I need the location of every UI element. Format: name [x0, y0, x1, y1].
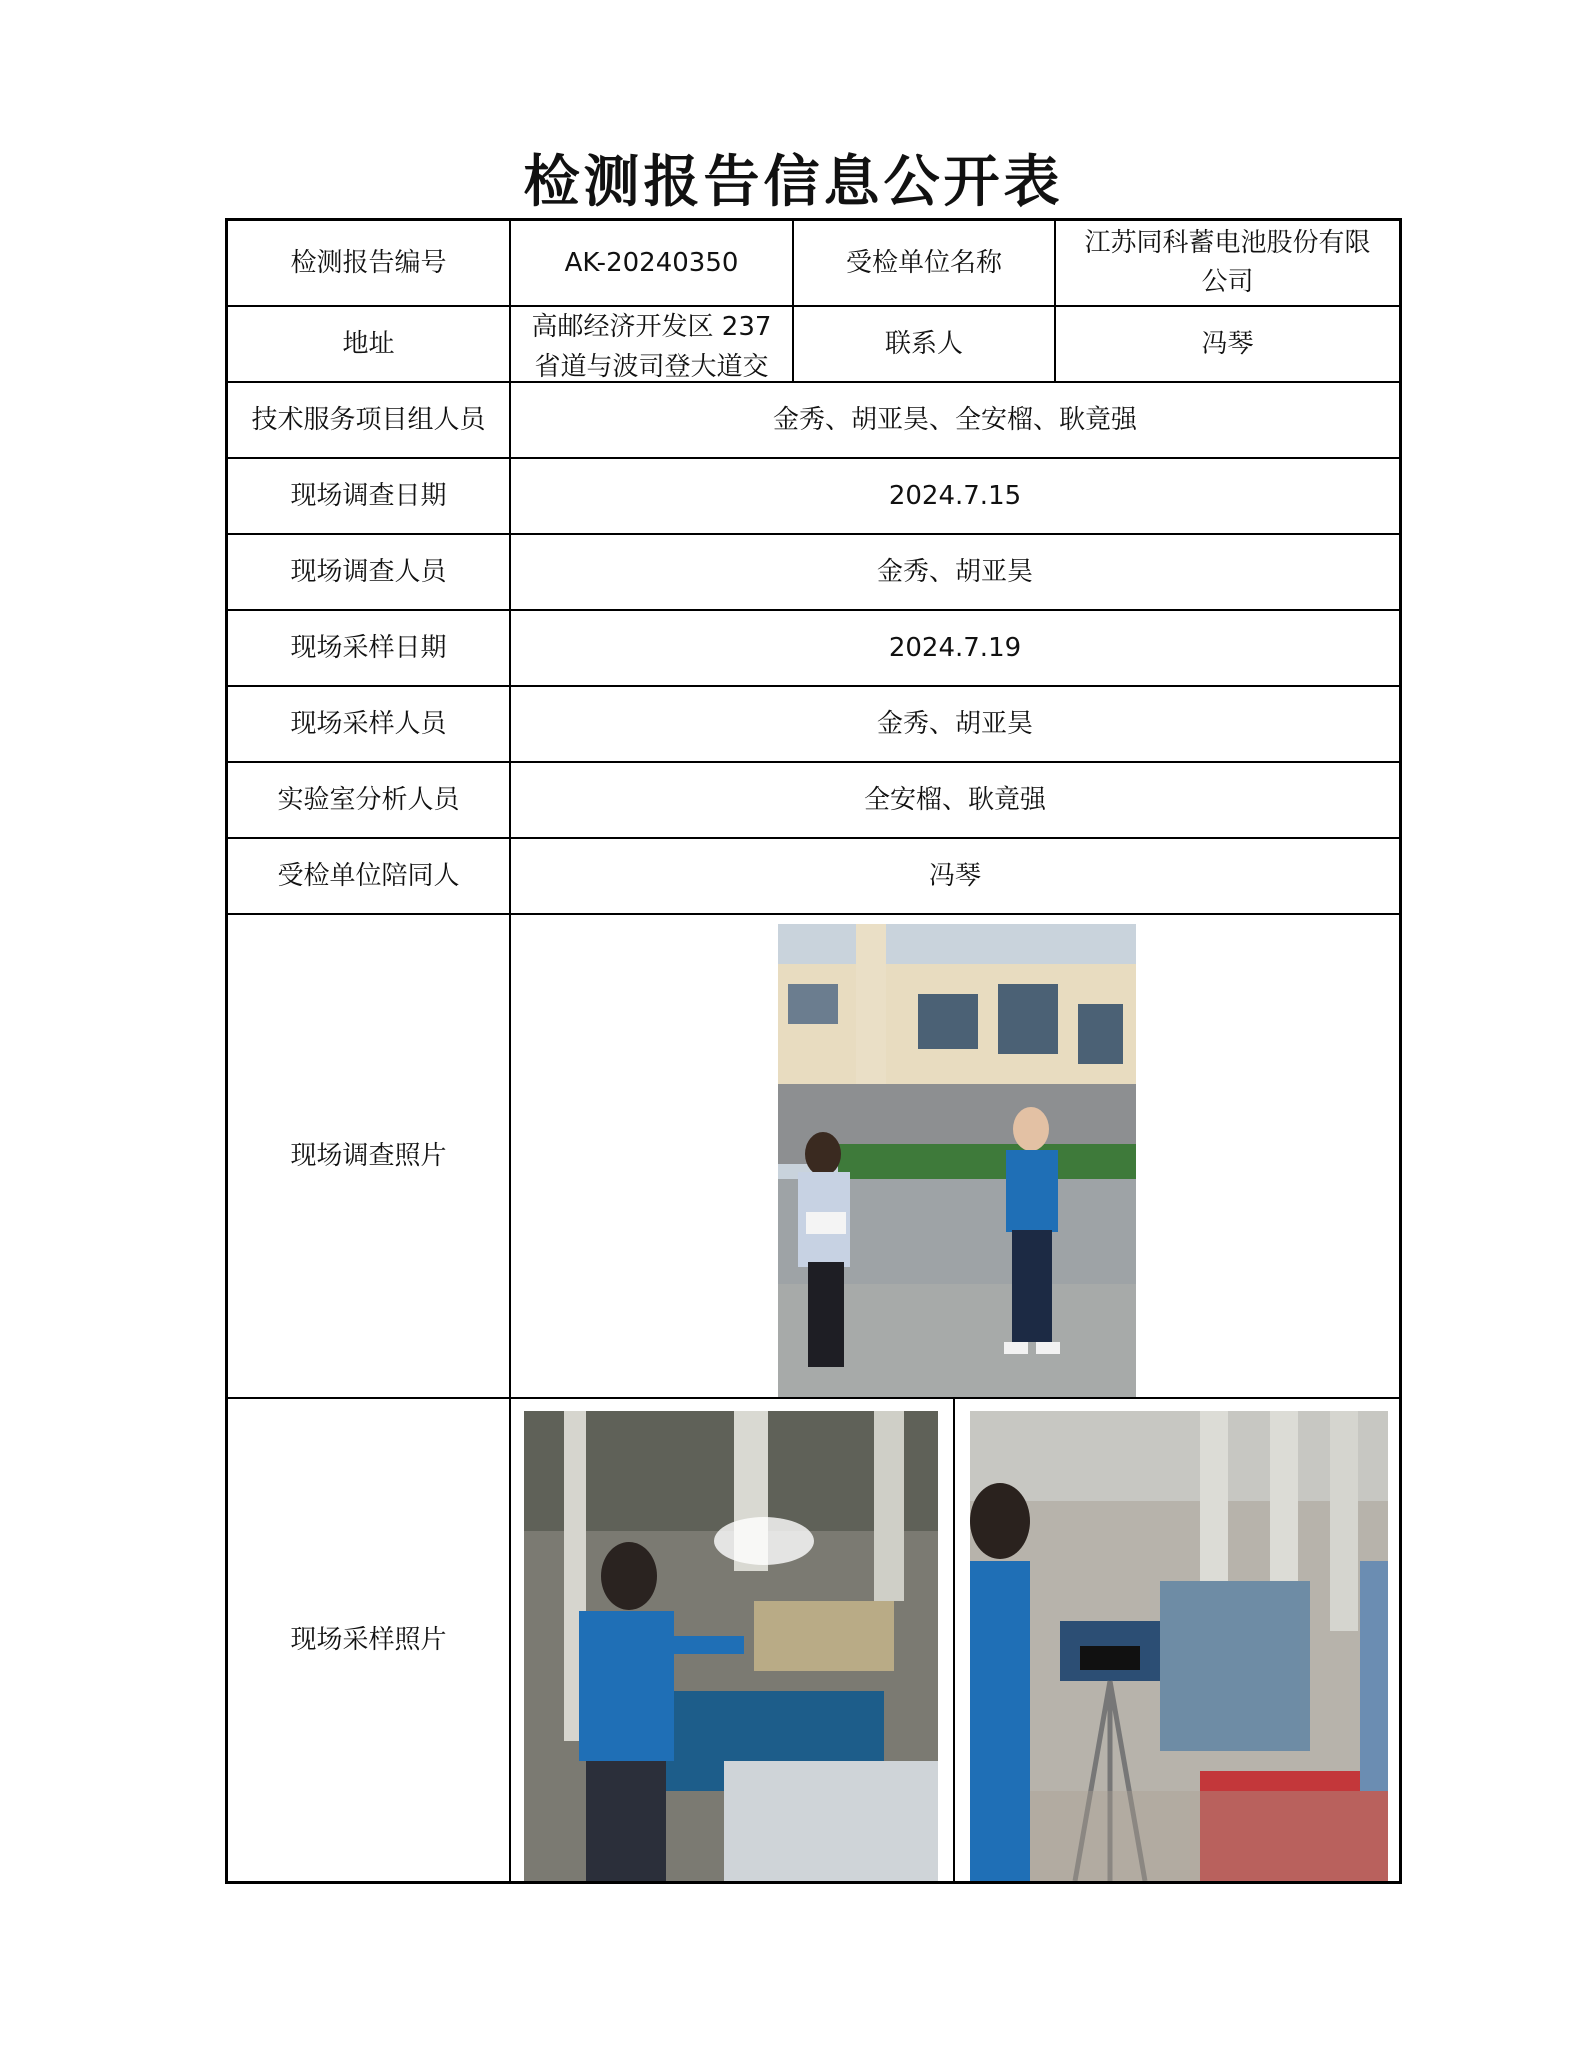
survey-date-value: 2024.7.15	[888, 480, 1022, 511]
team-value: 金秀、胡亚昊、全安榴、耿竟强	[772, 404, 1137, 435]
sampling-photo-right	[970, 1411, 1388, 1881]
info-table	[225, 218, 1402, 1884]
survey-staff-value: 金秀、胡亚昊	[876, 556, 1033, 587]
sampling-date-label: 现场采样日期	[290, 632, 447, 663]
escort-value: 冯琴	[928, 860, 981, 891]
escort-label: 受检单位陪同人	[277, 860, 460, 891]
report-no-label: 检测报告编号	[290, 247, 447, 278]
survey-photo-label: 现场调查照片	[290, 1140, 447, 1171]
lab-staff-value: 全安榴、耿竟强	[863, 784, 1046, 815]
address-value: 高邮经济开发区 237 省道与波司登大道交	[531, 312, 772, 381]
team-label: 技术服务项目组人员	[251, 404, 486, 435]
sampling-photo-label: 现场采样照片	[290, 1624, 447, 1655]
unit-name-label: 受检单位名称	[845, 247, 1002, 278]
sampling-photo-left	[524, 1411, 938, 1881]
survey-date-label: 现场调查日期	[290, 480, 447, 511]
survey-photo	[778, 924, 1136, 1397]
lab-staff-label: 实验室分析人员	[277, 784, 460, 815]
page-title: 检测报告信息公开表	[523, 149, 1064, 215]
unit-name-value: 江苏同科蓄电池股份有限公司	[1084, 228, 1371, 297]
sampling-staff-value: 金秀、胡亚昊	[876, 708, 1033, 739]
address-label: 地址	[342, 328, 395, 359]
report-no-value: AK-20240350	[564, 247, 739, 278]
sampling-staff-label: 现场采样人员	[290, 708, 447, 739]
survey-staff-label: 现场调查人员	[290, 556, 447, 587]
contact-label: 联系人	[884, 328, 963, 359]
sampling-date-value: 2024.7.19	[888, 632, 1022, 663]
contact-value: 冯琴	[1201, 328, 1254, 359]
